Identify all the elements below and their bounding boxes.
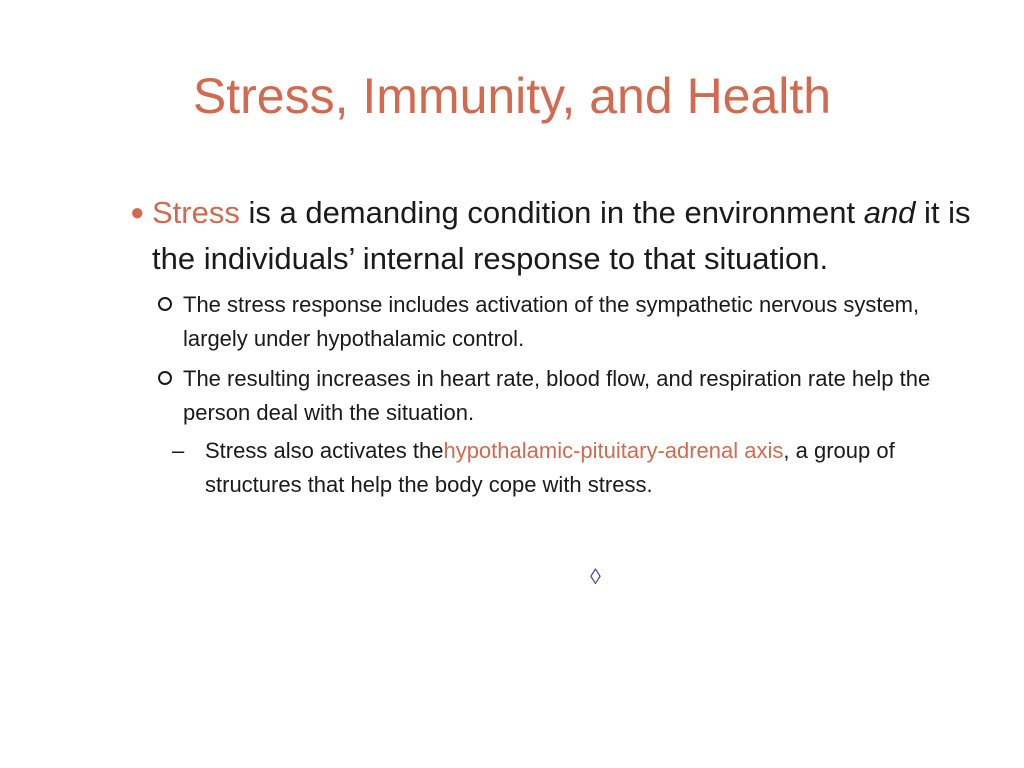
bullet-dot-icon: ● — [130, 199, 145, 226]
sub-bullet-1-text: The stress response includes activation of the sympathetic nervous system, largely under hypothalamic control. — [183, 292, 920, 351]
dash-item-text-2: , a group of structures that help the body cope with stress. — [205, 438, 895, 497]
sub-bullet-1 — [124, 288, 984, 356]
stress-term: Stress — [152, 195, 240, 230]
diamond-icon: ◊ — [590, 564, 601, 589]
main-bullet-text-1: is a demanding condition in the environment — [239, 195, 864, 230]
dash-marker: – — [172, 438, 185, 463]
slide-content — [124, 190, 984, 502]
slide-title: Stress, Immunity, and Health — [192, 68, 832, 124]
circle-bullet-icon — [158, 371, 172, 385]
sub-bullet-2 — [124, 362, 984, 430]
dash-item — [124, 434, 984, 502]
sub-bullet-2-text: The resulting increases in heart rate, blood flow, and respiration rate help the person deal with the situation. — [183, 366, 931, 425]
main-bullet — [124, 190, 984, 282]
main-bullet-emphasis: and — [863, 195, 916, 230]
dash-item-text-1: Stress also activates the — [205, 438, 444, 463]
main-bullet-text-2: it is the individuals’ internal response to that situation. — [152, 195, 971, 276]
circle-bullet-icon — [158, 297, 172, 311]
hpa-axis-term: hypothalamic-pituitary-adrenal axis — [443, 438, 784, 463]
